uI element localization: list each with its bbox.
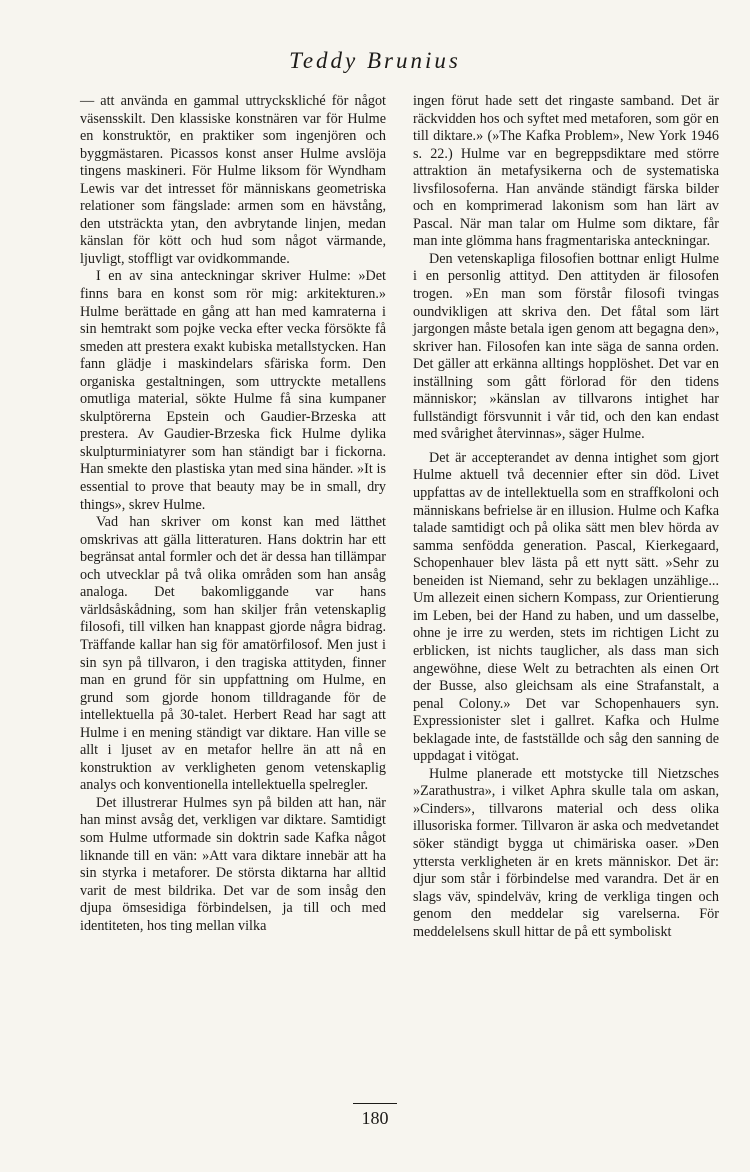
paragraph: Hulme planerade ett motstycke till Nietzsches »Zarathustra», i vilket Aphra skulle tala om askan, »Cinders», tillvarons material och dess olika illusoriska former. Tillvaron är aska och medvetandet söker ständigt bygga ut chimäriska oaser. »Den yttersta verkligheten är en krets människor. Det är: djur som står i förbindelse med varandra. Det är en slags väv, spindelväv, kring de verkliga tingen och genom den meddelar sig varelserna. För meddelelsens skull hittar de på ett symboliskt bbox=[413, 765, 719, 940]
running-header: Teddy Brunius bbox=[289, 48, 461, 73]
left-column bbox=[80, 93, 386, 935]
paragraph: Det är accepterandet av denna intighet som gjort Hulme aktuell två decennier efter sin död. Livet uppfattas av de intellektuella som en straffkoloni och människans befrielse är en illusion. Hulme och Kafka talade samtidigt och på olika sätt men blev hörda av samma senfödda generation. Pascal, Kierkegaard, Schopenhauer blev lästa på ett nytt sätt. »Sehr zu beneiden ist Niemand, sehr zu beklagen unzählige... Um allezeit einen sichern Kompass, zur Orientierung im Leben, bei der Hand zu haben, und um dasselbe, ohne je irre zu werden, stets im richtigen Licht zu erblicken, ist nichts tauglicher, als dass man sich angewöhne, diese Welt zu betrachten als einen Ort der Busse, also gleichsam als eine Strafanstalt, a penal Colony.» Det var Schopenhauers syn. Expressionister slet i gallret. Kafka och Hulme beklagade inte, de fastställde och såg den sanning de uppdagat i vitögat. bbox=[413, 449, 719, 765]
paragraph: Det illustrerar Hulmes syn på bilden att han, när han minst avsåg det, verkligen var diktare. Samtidigt som Hulme utformade sin doktrin sade Kafka något liknande till en vän: »Att vara diktare innebär att ha sin styrka i metaforer. De största diktarna har alltid varit de mest bildrika. Det var de som insåg den djupa ömsesidiga förbindelsen, ja till och med identiteten, hos ting mellan vilka bbox=[80, 794, 386, 934]
page-number-rule bbox=[353, 1103, 397, 1104]
right-column bbox=[413, 93, 719, 941]
paragraph: Den vetenskapliga filosofien bottnar enligt Hulme i en personlig attityd. Den attityden är filosofen trogen. »En man som förstår filosofi tvingas oundvikligen att skriva den. Det fåtal som lärt jargongen måste betala igen genom att begagna den», skriver han. Filosofen kan inte säga de sanna orden. Det gäller att erkänna alltings hopplöshet. Det var en inställning som gått förlorad för den tidens människor; »känslan av tillvarons intighet har fullständigt försvunnit i vår tid, och den kan endast med svårighet återvinnas», säger Hulme. bbox=[413, 250, 719, 443]
page-number: 180 bbox=[361, 1108, 389, 1128]
paragraph: Vad han skriver om konst kan med lätthet omskrivas att gälla litteraturen. Hans doktrin har ett begränsat antal formler och det är dessa han tillämpar och utvecklar på två olika områden som han ansåg analoga. Det bakomliggande var hans världsåskådning, som han skiljer från vetenskaplig filosofi, till vilken han knappast gjorde några bidrag. Träffande kallar han sig för amatörfilosof. Men just i sin syn på tillvaron, i den tragiska attityden, finner man en grund för sin uppfattning om Hulme, en grund som gjorde honom tilldragande för de intellektuella på 30-talet. Herbert Read har sagt att Hulme i en mening ständigt var diktare. Han ville se allt i ljuset av en metafor hellre än att nå en konstruktion av verkligheten genom vetenskaplig analys och konventionella intellektuella spelregler. bbox=[80, 514, 386, 794]
paragraph: I en av sina anteckningar skriver Hulme: »Det finns bara en konst som rör mig: arkitekturen.» Hulme berättade en gång att han med kamraterna i sin hemtrakt som pojke vecka efter vecka försökte få smeden att prestera exakt kubiska metallstycken. Han fann glädje i maskindelars sfäriska form. Den organiska gestaltningen, som uttryckte metallens omutliga material, sökte Hulme få sina kumpaner skulptörerna Epstein och Gaudier-Brzeska att prestera. Av Gaudier-Brzeska fick Hulme dylika skulpturminiatyrer som han ständigt bar i fickorna. Han smekte den plastiska ytan med sina händer. »It is essential to prove that beauty may be in small, dry things», skrev Hulme. bbox=[80, 268, 386, 513]
paragraph: ingen förut hade sett det ringaste samband. Det är räckvidden hos och syftet med metaforen, som gör en till diktare.» (»The Kafka Problem», New York 1946 s. 22.) Hulme var en begreppsdiktare med större attraktion än metafysikerna och de systematiska livsfilosoferna. Han använde ständigt färska bilder och en komprimerad lakonism som han lärt av Pascal. När man talar om Hulme som diktare, får man inte glömma hans fragmentariska anteckningar. bbox=[413, 93, 719, 250]
paragraph: — att använda en gammal uttryckskliché för något väsensskilt. Den klassiske konstnären var för Hulme en konstruktör, en praktiker som ingenjören och byggmästaren. Picassos konst anser Hulme avslöja tingens maskineri. För Hulme liksom för Wyndham Lewis var det intresset för människans geometriska relationer som fängslade: armen som en hävstång, den utsträckta ytan, den avbrytande linjen, medan känslan för kött och hud som något värmande, ljuvligt, stoffligt var ovidkommande. bbox=[80, 93, 386, 267]
